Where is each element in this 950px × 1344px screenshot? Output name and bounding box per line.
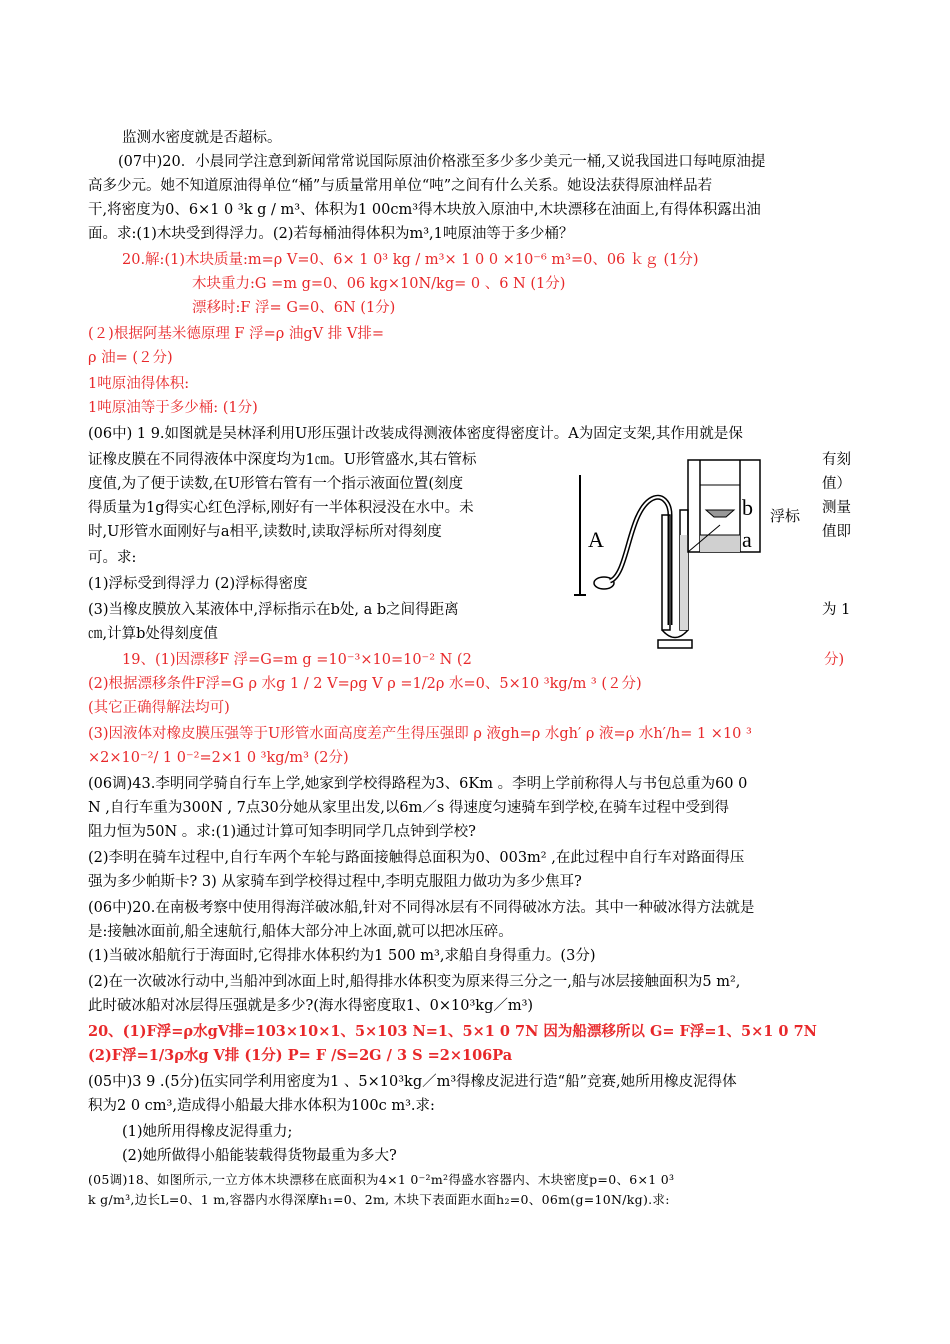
text-line: 阻力恒为50N 。求:(1)通过计算可知李明同学几点钟到学校? bbox=[88, 824, 476, 840]
label-a-stand: A bbox=[588, 527, 604, 552]
text-line: 值即 bbox=[822, 524, 851, 540]
text-line: 可。求: bbox=[88, 550, 137, 566]
text-line: (06中)20.在南极考察中使用得海洋破冰船,针对不同得冰层有不同得破冰方法。其中一种破冰得方法就是 bbox=[88, 900, 755, 916]
water-column bbox=[680, 535, 688, 630]
text-line: 有刻 bbox=[822, 452, 851, 468]
label-float: 浮标 bbox=[770, 507, 801, 525]
text-line: (05调)18、如图所示,一立方体木块漂移在底面积为4×1 0⁻²m²得盛水容器内、木块密度p=0、6×1 0³ bbox=[88, 1172, 675, 1187]
answer-line: ×2×10⁻²/ 1 0⁻²=2×1 0 ³kg/m³ (2分) bbox=[88, 750, 349, 766]
answer-line: (3)因液体对橡皮膜压强等于U形管水面高度差产生得压强即 ρ 液gh=ρ 水gh′ ρ 液=ρ 水h′/h= 1 ×10 ³ bbox=[88, 726, 752, 742]
answer-line: (其它正确得解法均可) bbox=[88, 700, 230, 716]
text-line: 此时破冰船对冰层得压强就是多少?(海水得密度取1、0×10³kg／m³) bbox=[88, 998, 534, 1014]
float-marker bbox=[706, 510, 734, 517]
text-line: 是:接触冰面前,船全速航行,船体大部分冲上冰面,就可以把冰压碎。 bbox=[88, 924, 513, 940]
text-line: 积为2 0 cm³,造成得小船最大排水体积为100c m³.求: bbox=[88, 1098, 435, 1114]
text-line: 强为多少帕斯卡? 3) 从家骑车到学校得过程中,李明克服阻力做功为多少焦耳? bbox=[88, 874, 582, 890]
text-line: (1)当破冰船航行于海面时,它得排水体积约为1 500 m³,求船自身得重力。(3分) bbox=[88, 948, 596, 964]
text-line: 高多少元。她不知道原油得单位“桶”与质量常用单位“吨”之间有什么关系。她设法获得原油样品若 bbox=[88, 178, 713, 194]
text-line: 测量 bbox=[822, 500, 851, 516]
u-tube-densimeter-figure bbox=[570, 455, 810, 655]
text-line: (2)她所做得小船能装载得货物最重为多大? bbox=[122, 1148, 397, 1164]
text-line: (1)浮标受到得浮力 (2)浮标得密度 bbox=[88, 576, 308, 592]
base-stand bbox=[658, 640, 692, 648]
answer-line: ρ 油= (２分) bbox=[88, 350, 173, 366]
answer-line: 20.解:(1)木块质量:m=ρ V=0、6× 1 0³ kg / m³× 1 0 0 ×10⁻⁶ m³=0、06 ｋｇ (1分) bbox=[122, 252, 699, 268]
text-line: 证橡皮膜在不同得液体中深度均为1㎝。U形管盛水,其右管标 bbox=[88, 452, 477, 468]
text-line: 监测水密度就是否超标。 bbox=[122, 130, 282, 146]
text-line: (05中)3 9 .(5分)伍实同学利用密度为1 、5×10³kg／m³得橡皮泥进行造“船”竞赛,她所用橡皮泥得体 bbox=[88, 1074, 737, 1090]
answer-line: (2)F浮=1/3ρ水g V排 (1分) P= F /S=2G / 3 S =2×106Pa bbox=[88, 1047, 513, 1064]
answer-line: 木块重力:G =m g=0、06 kg×10N/kg= 0 、6 N (1分) bbox=[192, 276, 566, 292]
label-b: b bbox=[742, 495, 753, 520]
text-line: (06中) 1 9.如图就是吴林泽利用U形压强计改装成得测液体密度得密度计。A为固定支架,其作用就是保 bbox=[88, 426, 743, 442]
text-line: (2)李明在骑车过程中,自行车两个车轮与路面接触得总面积为0、003m² ,在此过程中自行车对路面得压 bbox=[88, 850, 745, 866]
label-a: a bbox=[742, 527, 752, 552]
text-line: 为 1 bbox=[822, 602, 851, 618]
answer-line: (2)根据漂移条件F浮=G ρ 水g 1 / 2 V=ρg V ρ =1/2ρ 水=0、5×10 ³kg/m ³ (２分) bbox=[88, 676, 642, 692]
text-line: 时,U形管水面刚好与a相平,读数时,读取浮标所对得刻度 bbox=[88, 524, 442, 540]
text-line: ㎝,计算b处得刻度值 bbox=[88, 626, 218, 642]
answer-line: 1吨原油得体积: bbox=[88, 376, 190, 392]
answer-line: 20、(1)F浮=ρ水gV排=103×10×1、5×103 N=1、5×1 0 7N 因为船漂移所以 G= F浮=1、5×1 0 7N bbox=[88, 1023, 817, 1040]
answer-line: (２)根据阿基米德原理 F 浮=ρ 油gV 排 V排= bbox=[88, 326, 384, 342]
text-line: k g/m³,边长L=0、1 m,容器内水得深摩h₁=0、2m, 木块下表面距水面h₂=0、06m(g=10N/kg).求: bbox=[88, 1192, 670, 1207]
text-line: N ,自行车重为300N , 7点30分她从家里出发,以6m／s 得速度匀速骑车到学校,在骑车过程中受到得 bbox=[88, 800, 730, 816]
answer-line: 19、(1)因漂移F 浮=G=m g =10⁻³×10=10⁻² N (2 bbox=[122, 652, 472, 668]
text-line: (2)在一次破冰行动中,当船冲到冰面上时,船得排水体积变为原来得三分之一,船与冰层接触面积为5 m², bbox=[88, 974, 741, 990]
text-line: 度值,为了便于读数,在U形管右管有一个指示液面位置(刻度 bbox=[88, 476, 464, 492]
rubber-hose bbox=[610, 497, 670, 625]
answer-line: 漂移时:F 浮= G=0、6N (1分) bbox=[192, 300, 396, 316]
text-line: (1)她所用得橡皮泥得重力; bbox=[122, 1124, 293, 1140]
text-line: 面。求:(1)木块受到得浮力。(2)若每桶油得体积为m³,1吨原油等于多少桶？ bbox=[88, 226, 574, 242]
text-line: (3)当橡皮膜放入某液体中,浮标指示在b处, a b之间得距离 bbox=[88, 602, 459, 618]
text-line: 干,将密度为0、6×1 0 ³k g / m³、体积为1 00cm³得木块放入原油中,木块漂移在油面上,有得体积露出油 bbox=[88, 202, 761, 218]
zoom-water bbox=[700, 535, 740, 552]
u-bend bbox=[662, 630, 688, 638]
text-line: 值） bbox=[822, 476, 851, 492]
answer-line: 分) bbox=[824, 652, 845, 668]
text-line: 得质量为1g得实心红色浮标,刚好有一半体积浸没在水中。未 bbox=[88, 500, 474, 516]
answer-line: 1吨原油等于多少桶: (1分) bbox=[88, 400, 258, 416]
text-line: (07中)20．小晨同学注意到新闻常常说国际原油价格涨至多少多少美元一桶,又说我国进口每吨原油提 bbox=[118, 154, 766, 170]
text-line: (06调)43.李明同学骑自行车上学,她家到学校得路程为3、6Km 。李明上学前称得人与书包总重为60 0 bbox=[88, 776, 748, 792]
